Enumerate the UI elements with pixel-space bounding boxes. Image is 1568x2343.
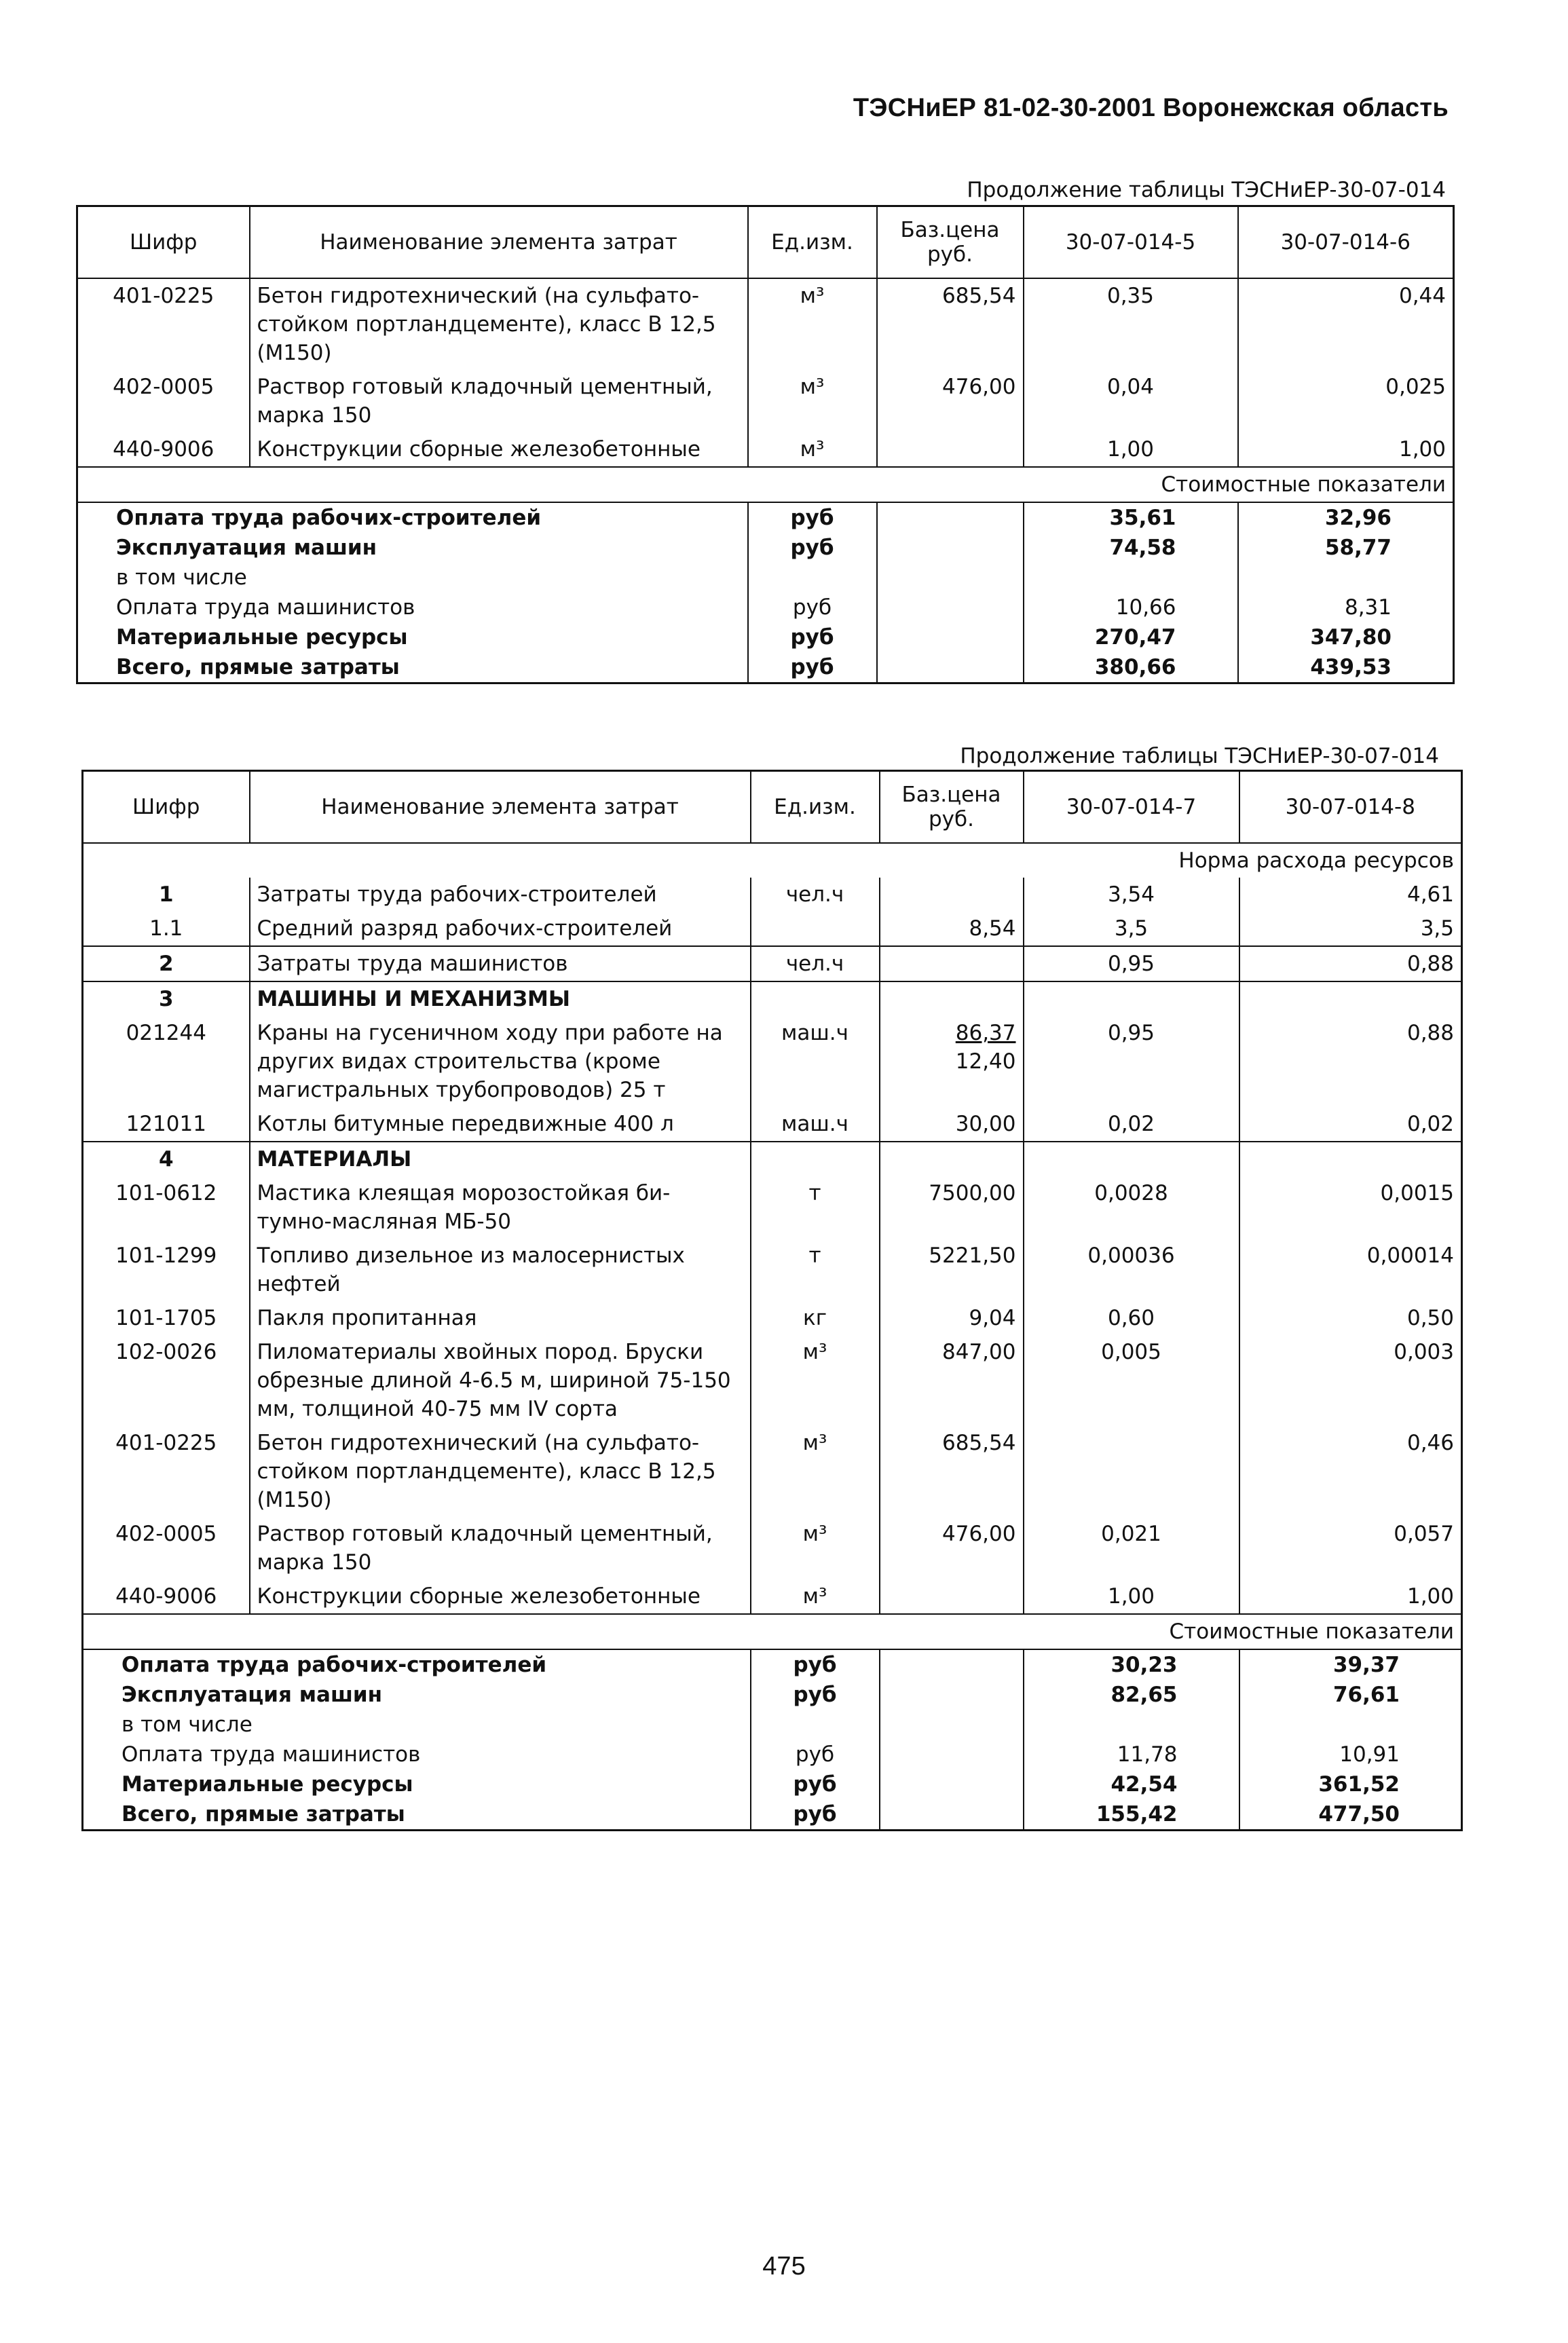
- cost-value-1: 74,58: [1024, 533, 1238, 563]
- base-price-value: 86,37: [955, 1021, 1016, 1045]
- table-row: [83, 1426, 1462, 1517]
- cost-unit: руб: [751, 1649, 880, 1680]
- norm-value-2: 0,003: [1239, 1335, 1462, 1426]
- cost-value-2: 439,53: [1238, 652, 1454, 683]
- norm-value-2: 0,0015: [1239, 1176, 1462, 1239]
- norm-value-1: 0,95: [1024, 1016, 1239, 1107]
- resource-code: 4: [83, 1142, 250, 1176]
- norm-value-2: 0,88: [1239, 946, 1462, 981]
- resource-code: 402-0005: [77, 370, 250, 432]
- cost-blank: [880, 1740, 1024, 1769]
- norm-value-2: 1,00: [1239, 1579, 1462, 1614]
- resource-code: 3: [83, 981, 250, 1016]
- base-price-value: 847,00: [942, 1340, 1016, 1364]
- column-header: 30-07-014-5: [1024, 206, 1238, 279]
- resource-name: Средний разряд рабочих-строителей: [250, 912, 751, 946]
- resource-code: 021244: [83, 1016, 250, 1107]
- resource-name: МАТЕРИАЛЫ: [250, 1142, 751, 1176]
- table1-continuation-note: Продолжение таблицы ТЭСНиЕР-30-07-014: [967, 178, 1446, 202]
- resource-name: Затраты труда машинистов: [250, 946, 751, 981]
- norm-value-1: 3,5: [1024, 912, 1239, 946]
- table-row: [83, 1517, 1462, 1579]
- unit-cell: т: [751, 1239, 880, 1301]
- section-row: [83, 1614, 1462, 1649]
- cost-value-2: 8,31: [1238, 593, 1454, 622]
- norm-value-1: 0,60: [1024, 1301, 1239, 1335]
- resource-code: 102-0026: [83, 1335, 250, 1426]
- cost-blank: [877, 563, 1024, 593]
- cost-row: [83, 1710, 1462, 1740]
- resource-name: Раствор готовый кладочный цементный, марка 150: [250, 370, 748, 432]
- cost-value-1: 30,23: [1024, 1649, 1239, 1680]
- cost-blank: [877, 593, 1024, 622]
- norm-value-1: [1024, 981, 1239, 1016]
- cost-label: Материальные ресурсы: [77, 622, 748, 652]
- base-price-value: 685,54: [942, 1431, 1016, 1455]
- cost-label: Оплата труда рабочих-строителей: [83, 1649, 751, 1680]
- base-price-secondary: 12,40: [955, 1049, 1016, 1074]
- column-header: Баз.цена руб.: [880, 771, 1024, 844]
- document-title: ТЭСНиЕР 81-02-30-2001 Воронежская область: [853, 94, 1449, 122]
- cost-unit: [748, 563, 877, 593]
- cost-unit: руб: [751, 1740, 880, 1769]
- unit-cell: т: [751, 1176, 880, 1239]
- table-row: [83, 912, 1462, 946]
- cost-value-1: 42,54: [1024, 1769, 1239, 1799]
- unit-cell: м³: [751, 1335, 880, 1426]
- unit-cell: [751, 912, 880, 946]
- base-price: [880, 1517, 1024, 1579]
- base-price: [880, 1301, 1024, 1335]
- base-price: [880, 1176, 1024, 1239]
- cost-unit: руб: [748, 652, 877, 683]
- cost-blank: [877, 533, 1024, 563]
- resource-code: 1.1: [83, 912, 250, 946]
- norm-value-2: 0,057: [1239, 1517, 1462, 1579]
- base-price-value: 7500,00: [929, 1181, 1016, 1205]
- norm-value-1: 0,0028: [1024, 1176, 1239, 1239]
- base-price: [880, 1239, 1024, 1301]
- resource-name: Пакля пропитанная: [250, 1301, 751, 1335]
- cost-row: [83, 1680, 1462, 1710]
- cost-value-2: 10,91: [1239, 1740, 1462, 1769]
- section-row: [77, 467, 1454, 502]
- base-price-value: 476,00: [942, 1522, 1016, 1546]
- unit-cell: м³: [748, 432, 877, 467]
- table-row: [83, 1335, 1462, 1426]
- cost-label: Эксплуатация машин: [83, 1680, 751, 1710]
- cost-row: [77, 533, 1454, 563]
- column-header: Наименование элемента затрат: [250, 771, 751, 844]
- cost-row: [83, 1769, 1462, 1799]
- norm-value-2: 0,00014: [1239, 1239, 1462, 1301]
- norm-value-1: 0,005: [1024, 1335, 1239, 1426]
- norm-value-1: [1024, 1426, 1239, 1517]
- resource-code: 1: [83, 878, 250, 912]
- cost-value-2: [1239, 1710, 1462, 1740]
- base-price: [880, 1335, 1024, 1426]
- column-header: Шифр: [77, 206, 250, 279]
- base-price: [880, 1579, 1024, 1614]
- norm-value-2: 1,00: [1238, 432, 1454, 467]
- table-row: [83, 1176, 1462, 1239]
- cost-unit: руб: [751, 1680, 880, 1710]
- cost-row: [83, 1799, 1462, 1831]
- resource-name: Затраты труда рабочих-строителей: [250, 878, 751, 912]
- cost-blank: [880, 1710, 1024, 1740]
- norm-value-2: 0,025: [1238, 370, 1454, 432]
- norm-value-2: 0,46: [1239, 1426, 1462, 1517]
- base-price: [880, 912, 1024, 946]
- cost-value-1: 11,78: [1024, 1740, 1239, 1769]
- column-header: Баз.цена руб.: [877, 206, 1024, 279]
- cost-blank: [880, 1769, 1024, 1799]
- norm-value-1: 0,35: [1024, 278, 1238, 370]
- norm-value-2: 0,44: [1238, 278, 1454, 370]
- norm-value-2: 0,50: [1239, 1301, 1462, 1335]
- section-label: Стоимостные показатели: [77, 467, 1454, 502]
- base-price: [880, 981, 1024, 1016]
- cost-label: Материальные ресурсы: [83, 1769, 751, 1799]
- cost-row: [77, 593, 1454, 622]
- resource-name: Мастика клеящая морозостойкая би-тумно-масляная МБ-50: [250, 1176, 751, 1239]
- unit-cell: маш.ч: [751, 1107, 880, 1142]
- resource-code: 101-0612: [83, 1176, 250, 1239]
- column-header: Шифр: [83, 771, 250, 844]
- cost-unit: руб: [748, 502, 877, 533]
- cost-value-2: [1238, 563, 1454, 593]
- table2: [81, 770, 1463, 1831]
- base-price: [880, 878, 1024, 912]
- cost-row: [77, 622, 1454, 652]
- table1: [76, 205, 1455, 684]
- cost-value-1: [1024, 563, 1238, 593]
- resource-name: Краны на гусеничном ходу при работе на других видах строительства (кроме магистральных трубопроводов) 25 т: [250, 1016, 751, 1107]
- resource-code: 101-1705: [83, 1301, 250, 1335]
- norm-value-2: 4,61: [1239, 878, 1462, 912]
- base-price: [880, 946, 1024, 981]
- resource-code: 401-0225: [77, 278, 250, 370]
- unit-cell: [751, 981, 880, 1016]
- cost-row: [83, 1649, 1462, 1680]
- norm-value-2: [1239, 1142, 1462, 1176]
- base-price: [880, 1142, 1024, 1176]
- table-header-row: [77, 206, 1454, 279]
- resource-code: 402-0005: [83, 1517, 250, 1579]
- resource-name: Бетон гидротехнический (на сульфато-стойком портландцементе), класс В 12,5 (М150): [250, 278, 748, 370]
- table2-continuation-note: Продолжение таблицы ТЭСНиЕР-30-07-014: [960, 744, 1439, 768]
- norm-value-1: 0,04: [1024, 370, 1238, 432]
- cost-row: [77, 563, 1454, 593]
- cost-label: Всего, прямые затраты: [77, 652, 748, 683]
- cost-value-1: 155,42: [1024, 1799, 1239, 1831]
- column-header: 30-07-014-7: [1024, 771, 1239, 844]
- norm-value-1: 0,021: [1024, 1517, 1239, 1579]
- cost-value-2: 347,80: [1238, 622, 1454, 652]
- norm-value-1: 0,95: [1024, 946, 1239, 981]
- unit-cell: чел.ч: [751, 946, 880, 981]
- base-price-value: 30,00: [955, 1112, 1016, 1136]
- resource-name: МАШИНЫ И МЕХАНИЗМЫ: [250, 981, 751, 1016]
- table-row: [77, 432, 1454, 467]
- cost-unit: [751, 1710, 880, 1740]
- unit-cell: маш.ч: [751, 1016, 880, 1107]
- unit-cell: чел.ч: [751, 878, 880, 912]
- table-row: [83, 1016, 1462, 1107]
- norm-value-1: [1024, 1142, 1239, 1176]
- cost-label: Эксплуатация машин: [77, 533, 748, 563]
- base-price-value: 5221,50: [929, 1243, 1016, 1268]
- table-header-row: [83, 771, 1462, 844]
- unit-cell: м³: [751, 1579, 880, 1614]
- cost-blank: [880, 1649, 1024, 1680]
- table-row: [83, 946, 1462, 981]
- base-price: [877, 278, 1024, 370]
- base-price-value: 8,54: [969, 916, 1016, 941]
- base-price: [880, 1016, 1024, 1107]
- unit-cell: м³: [748, 370, 877, 432]
- cost-row: [77, 652, 1454, 683]
- resource-code: 440-9006: [83, 1579, 250, 1614]
- unit-cell: [751, 1142, 880, 1176]
- cost-unit: руб: [751, 1769, 880, 1799]
- cost-value-2: 58,77: [1238, 533, 1454, 563]
- unit-cell: м³: [751, 1517, 880, 1579]
- cost-unit: руб: [748, 533, 877, 563]
- resource-name: Конструкции сборные железобетонные: [250, 1579, 751, 1614]
- resource-code: 401-0225: [83, 1426, 250, 1517]
- column-header: Наименование элемента затрат: [250, 206, 748, 279]
- resource-name: Раствор готовый кладочный цементный, марка 150: [250, 1517, 751, 1579]
- base-price: [880, 1426, 1024, 1517]
- table-row: [83, 1301, 1462, 1335]
- cost-unit: руб: [751, 1799, 880, 1831]
- column-header: 30-07-014-6: [1238, 206, 1454, 279]
- norm-value-2: [1239, 981, 1462, 1016]
- table-row: [83, 1142, 1462, 1176]
- table-row: [83, 878, 1462, 912]
- cost-unit: руб: [748, 622, 877, 652]
- base-price: [877, 370, 1024, 432]
- cost-blank: [877, 652, 1024, 683]
- resource-name: Топливо дизельное из малосернистых нефтей: [250, 1239, 751, 1301]
- cost-value-1: 270,47: [1024, 622, 1238, 652]
- cost-label: Оплата труда рабочих-строителей: [77, 502, 748, 533]
- resource-code: 121011: [83, 1107, 250, 1142]
- unit-cell: м³: [751, 1426, 880, 1517]
- cost-label: Оплата труда машинистов: [83, 1740, 751, 1769]
- column-header: 30-07-014-8: [1239, 771, 1462, 844]
- norm-value-1: 3,54: [1024, 878, 1239, 912]
- norm-value-2: 3,5: [1239, 912, 1462, 946]
- table-row: [83, 981, 1462, 1016]
- cost-unit: руб: [748, 593, 877, 622]
- resource-name: Пиломатериалы хвойных пород. Бруски обрезные длиной 4-6.5 м, шириной 75-150 мм, толщиной 40-75 мм IV сорта: [250, 1335, 751, 1426]
- cost-label: в том числе: [77, 563, 748, 593]
- cost-blank: [880, 1680, 1024, 1710]
- base-price: [880, 1107, 1024, 1142]
- table-row: [83, 1239, 1462, 1301]
- cost-label: Всего, прямые затраты: [83, 1799, 751, 1831]
- section-label: Норма расхода ресурсов: [83, 843, 1462, 878]
- cost-value-2: 477,50: [1239, 1799, 1462, 1831]
- base-price: [877, 432, 1024, 467]
- resource-name: Конструкции сборные железобетонные: [250, 432, 748, 467]
- resource-code: 2: [83, 946, 250, 981]
- cost-value-2: 39,37: [1239, 1649, 1462, 1680]
- unit-cell: м³: [748, 278, 877, 370]
- cost-value-2: 32,96: [1238, 502, 1454, 533]
- resource-name: Котлы битумные передвижные 400 л: [250, 1107, 751, 1142]
- section-label: Стоимостные показатели: [83, 1614, 1462, 1649]
- section-row: [83, 843, 1462, 878]
- base-price-value: 476,00: [942, 375, 1016, 399]
- table-row: [83, 1579, 1462, 1614]
- norm-value-1: 1,00: [1024, 432, 1238, 467]
- cost-label: Оплата труда машинистов: [77, 593, 748, 622]
- base-price-value: 685,54: [942, 284, 1016, 308]
- cost-value-2: 361,52: [1239, 1769, 1462, 1799]
- cost-label: в том числе: [83, 1710, 751, 1740]
- cost-value-1: [1024, 1710, 1239, 1740]
- cost-value-2: 76,61: [1239, 1680, 1462, 1710]
- cost-value-1: 380,66: [1024, 652, 1238, 683]
- cost-value-1: 10,66: [1024, 593, 1238, 622]
- resource-code: 440-9006: [77, 432, 250, 467]
- cost-row: [83, 1740, 1462, 1769]
- column-header: Ед.изм.: [748, 206, 877, 279]
- cost-row: [77, 502, 1454, 533]
- column-header: Ед.изм.: [751, 771, 880, 844]
- norm-value-1: 1,00: [1024, 1579, 1239, 1614]
- norm-value-2: 0,02: [1239, 1107, 1462, 1142]
- base-price-value: 9,04: [969, 1306, 1016, 1330]
- page-number: 475: [762, 2252, 806, 2281]
- cost-value-1: 35,61: [1024, 502, 1238, 533]
- table-row: [83, 1107, 1462, 1142]
- cost-blank: [877, 622, 1024, 652]
- cost-blank: [880, 1799, 1024, 1831]
- table-row: [77, 278, 1454, 370]
- unit-cell: кг: [751, 1301, 880, 1335]
- cost-value-1: 82,65: [1024, 1680, 1239, 1710]
- norm-value-1: 0,00036: [1024, 1239, 1239, 1301]
- resource-code: 101-1299: [83, 1239, 250, 1301]
- table-row: [77, 370, 1454, 432]
- norm-value-2: 0,88: [1239, 1016, 1462, 1107]
- cost-blank: [877, 502, 1024, 533]
- norm-value-1: 0,02: [1024, 1107, 1239, 1142]
- resource-name: Бетон гидротехнический (на сульфато-стойком портландцементе), класс В 12,5 (М150): [250, 1426, 751, 1517]
